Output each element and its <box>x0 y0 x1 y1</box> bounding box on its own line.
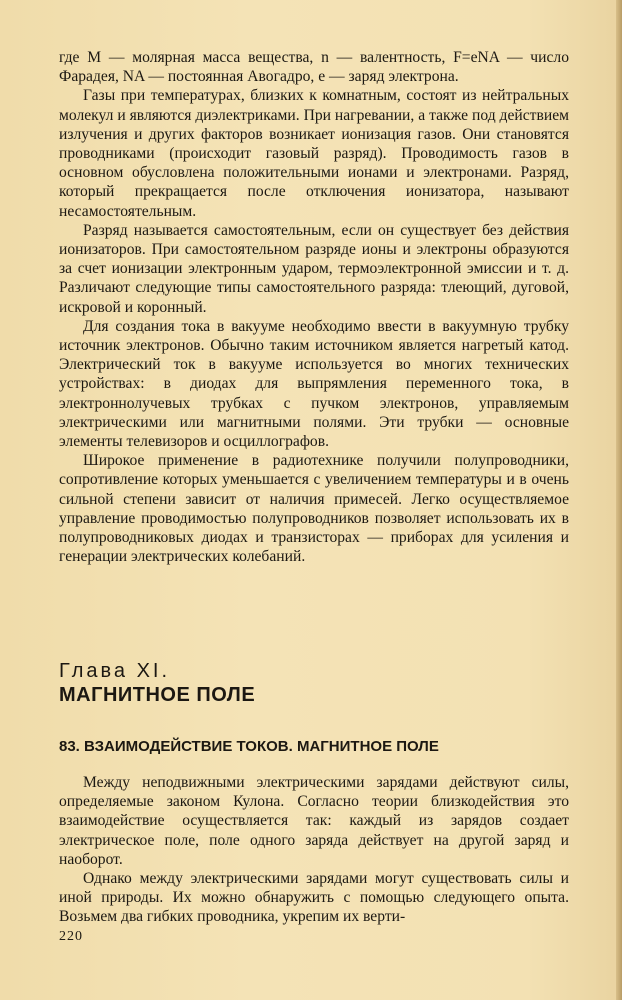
paragraph-self-discharge: Разряд называется самостоятельным, если он существует без действия ионизаторов. При самостоятельном разряде ионы и электроны образуются за счет ионизации электронным ударом, термоэлектронной эмиссии и т. д. Различают следующие типы самостоятельного разряда: тлеющий, дуговой, искровой и коронный. <box>59 221 569 316</box>
paragraph-gas-discharge: Газы при температурах, близких к комнатным, состоят из нейтральных молекул и являются диэлектриками. При нагревании, а также под действием излучения и других факторов возникает ионизация газов. Они становятся проводниками (происходит газовый разряд). Проводимость газов в основном обусловлена положительными ионами и электронами. Разряд, который прекращается после отключения ионизатора, называют несамостоятельным. <box>59 87 569 220</box>
paragraph-vacuum-current: Для создания тока в вакууме необходимо ввести в вакуумную трубку источник электронов. Обычно таким источником является нагретый катод. Электрический ток в вакууме используется во многих технических устройствах: в диодах для выпрямления переменного тока, в электроннолучевых трубках с пучком электронов, управляемым электрическими или магнитными полями. Эти трубки — основные элементы телевизоров и осциллографов. <box>59 317 569 451</box>
paragraph-semiconductors: Широкое применение в радиотехнике получили полупроводники, сопротивление которых уменьшается с увеличением температуры и в очень сильной степени зависит от наличия примесей. Легко осуществляемое управление проводимостью полупроводников позволяет использовать их в полупроводниковых диодах и транзисторах — приборах для усиления и генерации электрических колебаний. <box>59 452 569 566</box>
chapter-label: Глава XI. <box>59 660 171 682</box>
page-edge-shadow <box>616 0 622 1000</box>
section-paragraph-coulomb: Между неподвижными электрическими зарядами действуют силы, определяемые законом Кулона. Согласно теории близкодействия это взаимодействие осуществляется так: каждый из зарядов создает электрическое поле, поле одного заряда действует на другой заряд и наоборот. <box>59 774 569 868</box>
page-number: 220 <box>59 929 83 944</box>
section-title: 83. ВЗАИМОДЕЙСТВИЕ ТОКОВ. МАГНИТНОЕ ПОЛЕ <box>59 738 439 755</box>
section-body <box>59 773 569 927</box>
body-text <box>59 48 569 566</box>
chapter-title: МАГНИТНОЕ ПОЛЕ <box>59 684 256 706</box>
paragraph-formula-definitions: где M — молярная масса вещества, n — валентность, F=eNA — число Фарадея, NA — постоянная Авогадро, e — заряд электрона. <box>59 49 569 86</box>
section-paragraph-experiment: Однако между электрическими зарядами могут существовать силы и иной природы. Их можно обнаружить с помощью следующего опыта. Возьмем два гибких проводника, укрепим их верти- <box>59 870 569 926</box>
